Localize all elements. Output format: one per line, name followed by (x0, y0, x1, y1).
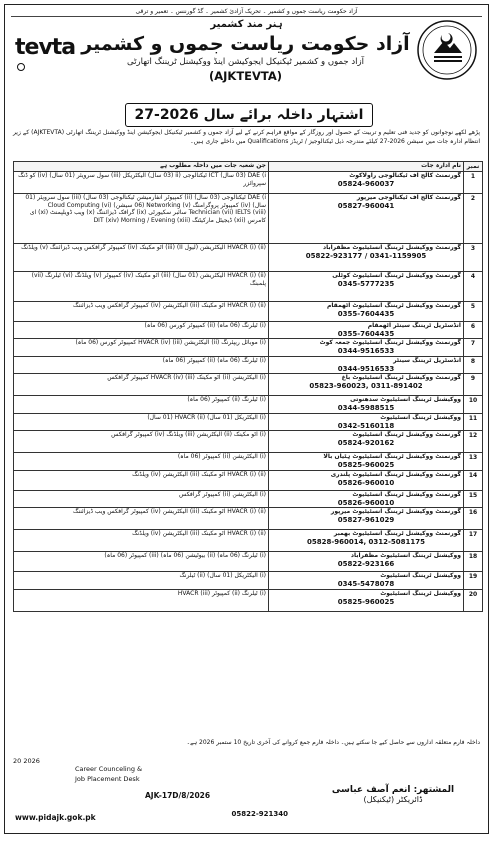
institute-name: گورنمنٹ ووکیشنل ٹریننگ انسٹیٹیوٹ مظفرآباد (323, 244, 461, 251)
institute-name: گورنمنٹ ووکیشنل ٹریننگ انسٹیٹیوٹ بھمبر (333, 530, 461, 537)
row-institute (269, 194, 464, 244)
table-row (14, 339, 483, 357)
table-row (14, 374, 483, 396)
row-institute (269, 322, 464, 339)
job-placement: Job Placement Desk (75, 775, 140, 783)
row-programs: (i) الیکٹریکل (01 سال) (ii) ٹیلرنگ (14, 572, 269, 590)
table-row (14, 322, 483, 339)
row-institute (269, 530, 464, 552)
institute-name: گورنمنٹ ووکیشنل ٹریننگ انسٹیٹیوٹ جمعہ کوٹ (319, 339, 461, 346)
row-programs: (i) ٹیلرنگ (06 ماہ) (ii) کمپیوٹر کورس (06 ماہ) (14, 322, 269, 339)
table-row (14, 194, 483, 244)
row-programs: (i) ٹیلرنگ (ii) کمپیوٹر (iii) HVACR (14, 590, 269, 612)
row-programs: (i) الیکٹریشن (ii) آٹو مکینک (iii) HVACR (iv) کمپیوٹر گرافکس (14, 374, 269, 396)
row-number: 17 (464, 530, 483, 552)
table-row (14, 414, 483, 431)
row-number: 12 (464, 431, 483, 453)
publisher-name: المشتھر: انعم آصف عباسی (331, 785, 455, 795)
header-number: نمبر (464, 162, 483, 172)
row-number: 3 (464, 244, 483, 272)
row-number: 7 (464, 339, 483, 357)
institute-name: ووکیشنل ٹریننگ انسٹیٹیوٹ سدھنوتی (350, 396, 461, 403)
publisher-phone: 05822-921340 (231, 810, 288, 818)
row-programs: (i) ٹیلرنگ (ii) کمپیوٹر (06 ماہ) (14, 396, 269, 414)
table-row (14, 244, 483, 272)
institute-name: گورنمنٹ ووکیشنل ٹریننگ انسٹیٹیوٹ اٹھمقام (327, 302, 461, 309)
table-row (14, 491, 483, 508)
row-institute (269, 357, 464, 374)
row-number: 4 (464, 272, 483, 302)
row-programs: (i) الیکٹریشن (ii) کمپیوٹر گرافکس (14, 491, 269, 508)
institute-phone: 05826-960010 (337, 479, 395, 487)
institute-phone: 0345-5777235 (337, 280, 395, 288)
institute-name: گورنمنٹ کالج آف ٹیکنالوجی میرپور (356, 194, 461, 201)
row-number: 1 (464, 172, 483, 194)
row-institute (269, 508, 464, 530)
institute-name: گورنمنٹ ووکیشنل ٹریننگ انسٹیٹیوٹ باغ (341, 374, 461, 381)
header-institute: نام ادارہ جات (269, 162, 464, 172)
website-link[interactable]: www.pidajk.gok.pk (15, 813, 96, 822)
header-programs: جن شعبہ جات میں داخلہ مطلوب ہے (14, 162, 269, 172)
institute-name: ووکیشنل ٹریننگ انسٹیٹیوٹ مظفرآباد (350, 552, 461, 559)
table-row (14, 572, 483, 590)
row-programs: (i) آٹو مکینک (ii) الیکٹریشن (iii) ویلڈنگ (iv) کمپیوٹر گرافکس (14, 431, 269, 453)
institute-phone: 0344-5988515 (337, 404, 395, 412)
row-institute (269, 552, 464, 572)
row-number: 20 (464, 590, 483, 612)
table-header-row (14, 162, 483, 172)
row-number: 10 (464, 396, 483, 414)
row-institute (269, 414, 464, 431)
row-number: 2 (464, 194, 483, 244)
table-row (14, 272, 483, 302)
institute-phone: 05826-960010 (337, 499, 395, 507)
table-row (14, 431, 483, 453)
logo-dot-icon (17, 63, 25, 71)
footer-note: داخلہ فارم متعلقہ اداروں سے حاصل کیے جا سکتے ہیں۔ داخلہ فارم جمع کروانے کی آخری تاریخ 10 ستمبر 2026 ہے۔ (186, 739, 480, 746)
admission-banner: اشتہار داخلہ برائے سال 2026-27 (125, 103, 373, 127)
subtitle-urdu: آزاد جموں و کشمیر ٹیکنیکل ایجوکیشن اینڈ ووکیشنل ٹریننگ اتھارٹی (127, 57, 364, 67)
institutes-table (13, 161, 483, 612)
row-institute (269, 471, 464, 491)
row-institute (269, 453, 464, 471)
row-programs: HVACR (i) (ii) الیکٹریشن (01 سال) (iii) آٹو مکینک (iv) کمپیوٹر (v) ویلڈنگ (vi) ٹیلرنگ (vii) پلمبنگ (14, 272, 269, 302)
row-institute (269, 491, 464, 508)
table-row (14, 530, 483, 552)
institute-name: گورنمنٹ کالج آف ٹیکنالوجی راولاکوٹ (349, 172, 461, 179)
row-programs: (i) موبائل ریپئرنگ (ii) الیکٹریشن (iii) HVACR (iv) کمپیوٹر کورس (06 ماہ) (14, 339, 269, 357)
row-programs: HVACR (i) (ii) آٹو مکینک (iii) الیکٹریشن (iv) ویلڈنگ (14, 530, 269, 552)
institute-name: گورنمنٹ ووکیشنل ٹریننگ انسٹیٹیوٹ کوٹلی (332, 272, 461, 279)
institute-name: ووکیشنل ٹریننگ انسٹیٹیوٹ (380, 590, 461, 597)
institute-phone: 0344-9516533 (337, 365, 395, 373)
header (9, 17, 484, 101)
institute-phone: 05824-920162 (337, 439, 395, 447)
institute-phone: 0355-7604435 (337, 310, 395, 318)
institute-phone: 05827-960041 (337, 202, 395, 210)
title-english: (AJKTEVTA) (208, 69, 283, 83)
advertisement-page (4, 4, 489, 834)
institute-phone: 0342-5160118 (337, 422, 395, 430)
row-number: 15 (464, 491, 483, 508)
institute-name: گورنمنٹ ووکیشنل ٹریننگ انسٹیٹیوٹ ہٹیاں بالا (323, 453, 461, 460)
institute-name: گورنمنٹ ووکیشنل ٹریننگ انسٹیٹیوٹ پلندری (330, 471, 461, 478)
slogan: ہنر مند کشمیر (210, 19, 283, 30)
row-number: 18 (464, 552, 483, 572)
institute-name: ووکیشنل ٹریننگ انسٹیٹیوٹ (380, 572, 461, 579)
institute-phone: 05822-923177 / 0341-1159905 (305, 252, 427, 260)
table-row (14, 508, 483, 530)
table-row (14, 302, 483, 322)
table-row (14, 357, 483, 374)
row-programs: HVACR (i) (ii) آٹو مکینک (iii) الیکٹریشن (iv) ویلڈنگ (14, 471, 269, 491)
table-row (14, 471, 483, 491)
institute-phone: 0344-9516533 (337, 347, 395, 355)
row-number: 16 (464, 508, 483, 530)
institute-name: انڈسٹریل ٹریننگ سینٹر (393, 357, 461, 364)
institute-phone: 0355-7604435 (337, 330, 395, 338)
row-programs: (i) ٹیلرنگ (06 ماہ) (ii) کمپیوٹر (06 ماہ) (14, 357, 269, 374)
table-row (14, 172, 483, 194)
institute-phone: 05827-961029 (337, 516, 395, 524)
title-urdu: آزاد حکومت ریاست جموں و کشمیر (81, 33, 410, 55)
row-programs: HVACR (i) (ii) آٹو مکینک (iii) الیکٹریشن (iv) کمپیوٹر گرافکس ویب ڈیزائننگ (14, 302, 269, 322)
institute-name: ووکیشنل ٹریننگ انسٹیٹیوٹ (380, 414, 461, 421)
institute-phone: 05828-960014, 0312-5081175 (306, 538, 426, 546)
row-institute (269, 431, 464, 453)
footer-date: 20 2026 (13, 757, 40, 765)
institute-phone: 05822-923166 (337, 560, 395, 568)
row-number: 13 (464, 453, 483, 471)
row-programs: (i) الیکٹریشن (ii) کمپیوٹر (06 ماہ) (14, 453, 269, 471)
table-row (14, 552, 483, 572)
row-number: 14 (464, 471, 483, 491)
row-number: 5 (464, 302, 483, 322)
row-programs: (i) ٹیلرنگ (06 ماہ) (ii) بیوٹیشن (06 ماہ) (iii) کمپیوٹر (06 ماہ) (14, 552, 269, 572)
table-row (14, 590, 483, 612)
row-programs: HVACR (i) (ii) آٹو مکینک (iii) الیکٹریشن (iv) کمپیوٹر گرافکس ویب ڈیزائننگ (14, 508, 269, 530)
row-number: 8 (464, 357, 483, 374)
institute-name: گورنمنٹ ووکیشنل ٹریننگ انسٹیٹیوٹ (352, 431, 461, 438)
top-ticker: آزاد حکومت ریاست جموں و کشمیر ۔ تحریک آزادئ کشمیر ۔ گڈ گورننس ۔ تعمیر و ترقی (11, 7, 482, 17)
row-programs: DAE (i (03 سال) ICT ٹیکنالوجی (ii (03 سال) الیکٹریکل (iii) سول سرویئر (01 سال) (iv) کو ڈنگ سپروائزر (14, 172, 269, 194)
row-programs: DAE (i ٹیکنالوجی (03 سال) (ii) کمپیوٹر انفارمیشن ٹیکنالوجی (03 سال) (iii) سول سرویئر (01 سال) (iv) کمپیوٹر پروگرامنگ (v) Networking (06 سیشن) (vi) Cloud Computing Technician (vii) IELTS (viii) سائبر سکیورٹی (ix) گرافک ڈیزائننگ (x) ویب ڈویلپمنٹ (xi) ای کامرس (xii) ڈیجیٹل مارکیٹنگ (xiii) DIT (xiv) Morning / Evening (14, 194, 269, 244)
career-counseling: Career Counceling & (75, 765, 143, 773)
row-number: 19 (464, 572, 483, 590)
row-institute (269, 172, 464, 194)
institute-phone: 05825-960025 (337, 461, 395, 469)
institute-phone: 05825-960025 (337, 598, 395, 606)
institute-name: گورنمنٹ ووکیشنل ٹریننگ انسٹیٹیوٹ میرپور (330, 508, 461, 515)
ajk-code: AJK-17D/8/2026 (145, 791, 211, 800)
publisher-role: ڈائریکٹر (ٹیکنیکل) (363, 795, 423, 804)
row-number: 6 (464, 322, 483, 339)
row-institute (269, 396, 464, 414)
row-institute (269, 590, 464, 612)
row-institute (269, 572, 464, 590)
tevta-logo-text: tevta (15, 35, 76, 60)
row-number: 11 (464, 414, 483, 431)
table-row (14, 453, 483, 471)
institute-phone: 05823-960023, 0311-891402 (309, 382, 423, 390)
institute-name: گورنمنٹ ووکیشنل ٹریننگ انسٹیٹیوٹ (352, 491, 461, 498)
tevta-logo (15, 35, 75, 61)
row-institute (269, 339, 464, 357)
row-institute (269, 302, 464, 322)
row-institute (269, 374, 464, 396)
table-row (14, 396, 483, 414)
intro-paragraph: پڑھے لکھے نوجوانوں کو جدید فنی تعلیم و تربیت کے حصول اور روزگار کے مواقع فراہم کرنے کے لیے آزاد جموں و کشمیر ٹیکنیکل ایجوکیشن اینڈ ووکیشنل ٹریننگ اتھارٹی (AJKTEVTA) کے زیر انتظام ادارہ جات میں سیشن 2026-27 کیلئے مندرجہ ذیل ٹیکنالوجیز / ٹریڈز Qualifications میں داخلے جاری ہیں۔ (13, 129, 480, 145)
institute-phone: 0345-5478078 (337, 580, 395, 588)
publisher-block (308, 785, 478, 805)
institute-phone: 05824-960037 (337, 180, 395, 188)
institute-name: انڈسٹریل ٹریننگ سینٹر اٹھمقام (367, 322, 461, 329)
row-institute (269, 244, 464, 272)
row-institute (269, 272, 464, 302)
row-programs: (i) الیکٹریکل (01 سال) (ii) HVACR (01 سال) (14, 414, 269, 431)
row-programs: HVACR (i) (ii) الیکٹریشن (لیول II) (iii) آٹو مکینک (iv) کمپیوٹر گرافکس ویب ڈیزائننگ (v) ویلڈنگ (14, 244, 269, 272)
row-number: 9 (464, 374, 483, 396)
